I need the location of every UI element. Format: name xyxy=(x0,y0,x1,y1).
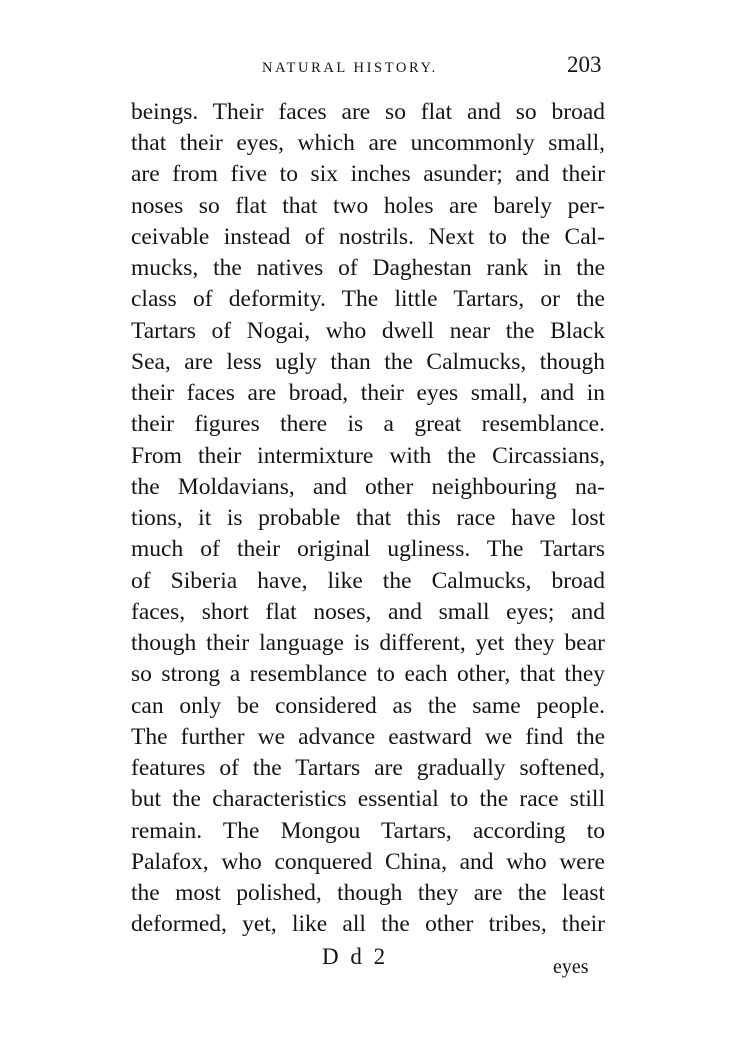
text-line: faces, short flat noses, and small eyes; and xyxy=(131,599,605,625)
text-line: the Moldavians, and other neighbouring na- xyxy=(131,474,605,500)
text-line: their figures there is a great resemblance. xyxy=(131,411,605,437)
text-line: mucks, the natives of Daghestan rank in the xyxy=(131,255,605,281)
text-line: class of deformity. The little Tartars, or the xyxy=(131,286,605,312)
text-line: Tartars of Nogai, who dwell near the Black xyxy=(131,318,605,344)
catchword: eyes xyxy=(553,956,589,978)
text-line: though their language is different, yet they bear xyxy=(131,630,605,656)
text-line: that their eyes, which are uncommonly small, xyxy=(131,130,605,156)
text-line: deformed, yet, like all the other tribes, their xyxy=(131,911,605,937)
text-line: are from five to six inches asunder; and their xyxy=(131,161,605,187)
running-title: NATURAL HISTORY. xyxy=(262,60,438,76)
page-number: 203 xyxy=(567,52,602,77)
text-line: tions, it is probable that this race have lost xyxy=(131,505,605,531)
text-line: The further we advance eastward we find the xyxy=(131,724,605,750)
text-line: of Siberia have, like the Calmucks, broad xyxy=(131,568,605,594)
text-line: remain. The Mongou Tartars, according to xyxy=(131,818,605,844)
text-line: noses so flat that two holes are barely per- xyxy=(131,193,605,219)
text-line: but the characteristics essential to the race still xyxy=(131,786,605,812)
text-line: From their intermixture with the Circassians, xyxy=(131,443,605,469)
text-line: the most polished, though they are the least xyxy=(131,880,605,906)
text-line: much of their original ugliness. The Tartars xyxy=(131,536,605,562)
text-line: Sea, are less ugly than the Calmucks, though xyxy=(131,349,605,375)
text-line: ceivable instead of nostrils. Next to the Cal- xyxy=(131,224,605,250)
text-line: can only be considered as the same people. xyxy=(131,693,605,719)
text-line: beings. Their faces are so flat and so broad xyxy=(131,99,605,125)
text-line: so strong a resemblance to each other, that they xyxy=(131,661,605,687)
text-line: Palafox, who conquered China, and who were xyxy=(131,849,605,875)
text-line: features of the Tartars are gradually softened, xyxy=(131,755,605,781)
signature-mark: D d 2 xyxy=(322,944,389,969)
text-line: their faces are broad, their eyes small, and in xyxy=(131,380,605,406)
